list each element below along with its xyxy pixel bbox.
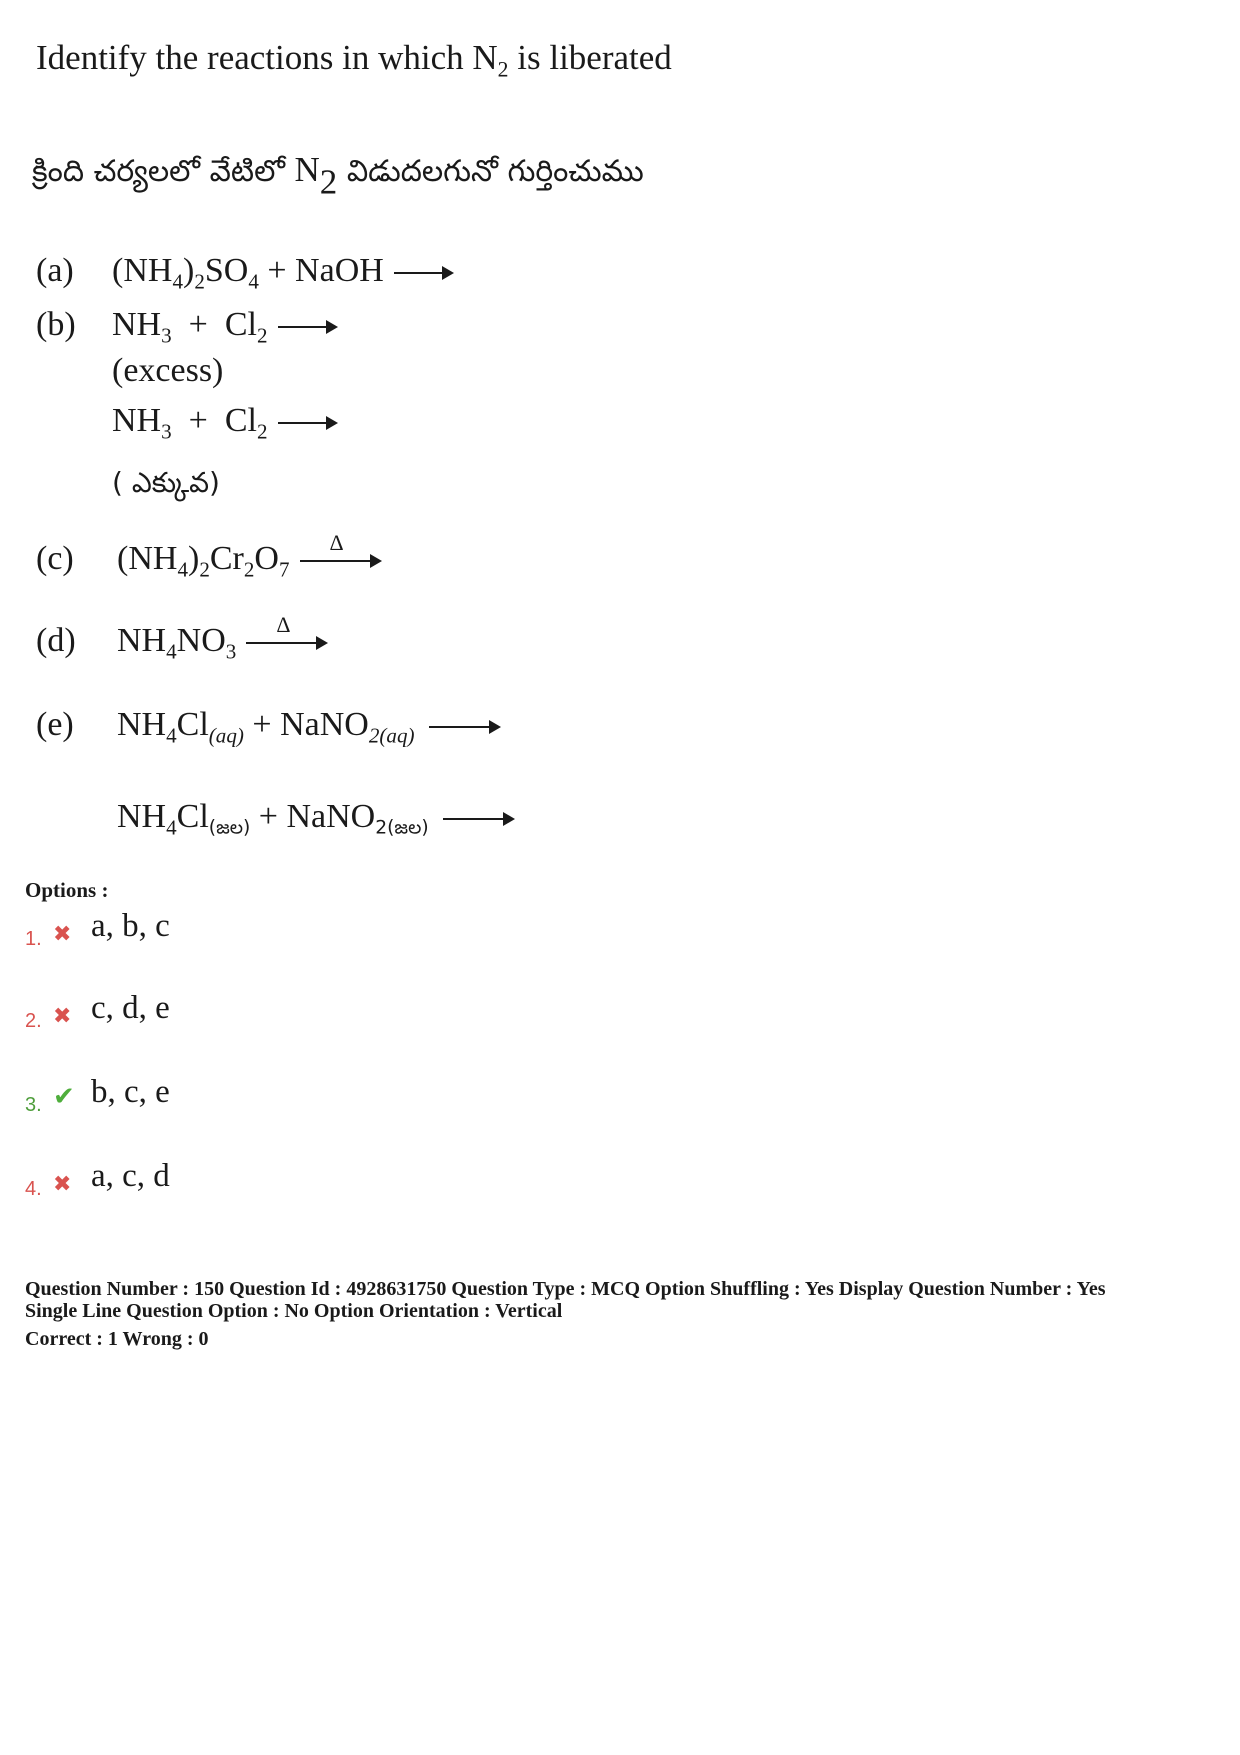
option-number: 4.: [25, 1178, 42, 1200]
reaction-a: $(NH_4)_2SO_4$ + NaOH: [112, 252, 452, 290]
option-number: 1.: [25, 928, 42, 950]
reaction-a-label: (a): [36, 252, 74, 289]
reaction-arrow-icon: [278, 326, 336, 328]
question-english: Identify the reactions in which $N_2$ is liberated: [36, 38, 672, 82]
heat-arrow-icon: Δ: [246, 642, 326, 644]
options-label: Options :: [25, 878, 109, 902]
reaction-e-telugu: $NH_4Cl_{(జల)}$ + NaNO$_{2(జల)}$: [117, 798, 513, 836]
reaction-arrow-icon: [278, 422, 336, 424]
option-text: c, d, e: [91, 990, 170, 1026]
reaction-b: $NH_3 + Cl_2$: [112, 306, 336, 344]
reaction-b-label: (b): [36, 306, 76, 343]
reaction-c-label: (c): [36, 540, 74, 577]
reaction-arrow-icon: [429, 726, 499, 728]
option-text: a, b, c: [91, 908, 170, 944]
reaction-b-excess-en: (excess): [112, 352, 224, 389]
option-number: 2.: [25, 1010, 42, 1032]
reaction-b-telugu: $NH_3 + Cl_2$: [112, 402, 336, 440]
wrong-cross-icon: ✖: [53, 922, 72, 947]
reaction-d: $NH_4NO_3$ Δ: [117, 622, 326, 660]
reaction-e-label: (e): [36, 706, 74, 743]
wrong-cross-icon: ✖: [53, 1004, 72, 1029]
question-meta-line-2: Single Line Question Option : No Option Orientation : Vertical: [25, 1300, 563, 1322]
reaction-arrow-icon: [394, 272, 452, 274]
question-meta-line-1: Question Number : 150 Question Id : 4928631750 Question Type : MCQ Option Shuffling : Yes Display Question Number : Yes: [25, 1278, 1106, 1300]
option-text: b, c, e: [91, 1074, 170, 1110]
reaction-arrow-icon: [443, 818, 513, 820]
reaction-d-label: (d): [36, 622, 76, 659]
reaction-e: $NH_4Cl_{(aq)}$ + NaNO$_{2(aq)}$: [117, 706, 499, 744]
reaction-b-excess-te: ( ఎక్కువ): [112, 466, 220, 499]
option-number: 3.: [25, 1094, 42, 1116]
wrong-cross-icon: ✖: [53, 1172, 72, 1197]
question-meta-line-3: Correct : 1 Wrong : 0: [25, 1328, 209, 1350]
reaction-c: $(NH_4)_2Cr_2O_7$ Δ: [117, 540, 380, 578]
question-telugu: క్రింది చర్యలలో వేటిలో $N_2$ విడుదలగునో గుర్తించుము: [32, 150, 644, 202]
correct-check-icon: ✔: [53, 1082, 75, 1112]
heat-arrow-icon: Δ: [300, 560, 380, 562]
option-text: a, c, d: [91, 1158, 170, 1194]
